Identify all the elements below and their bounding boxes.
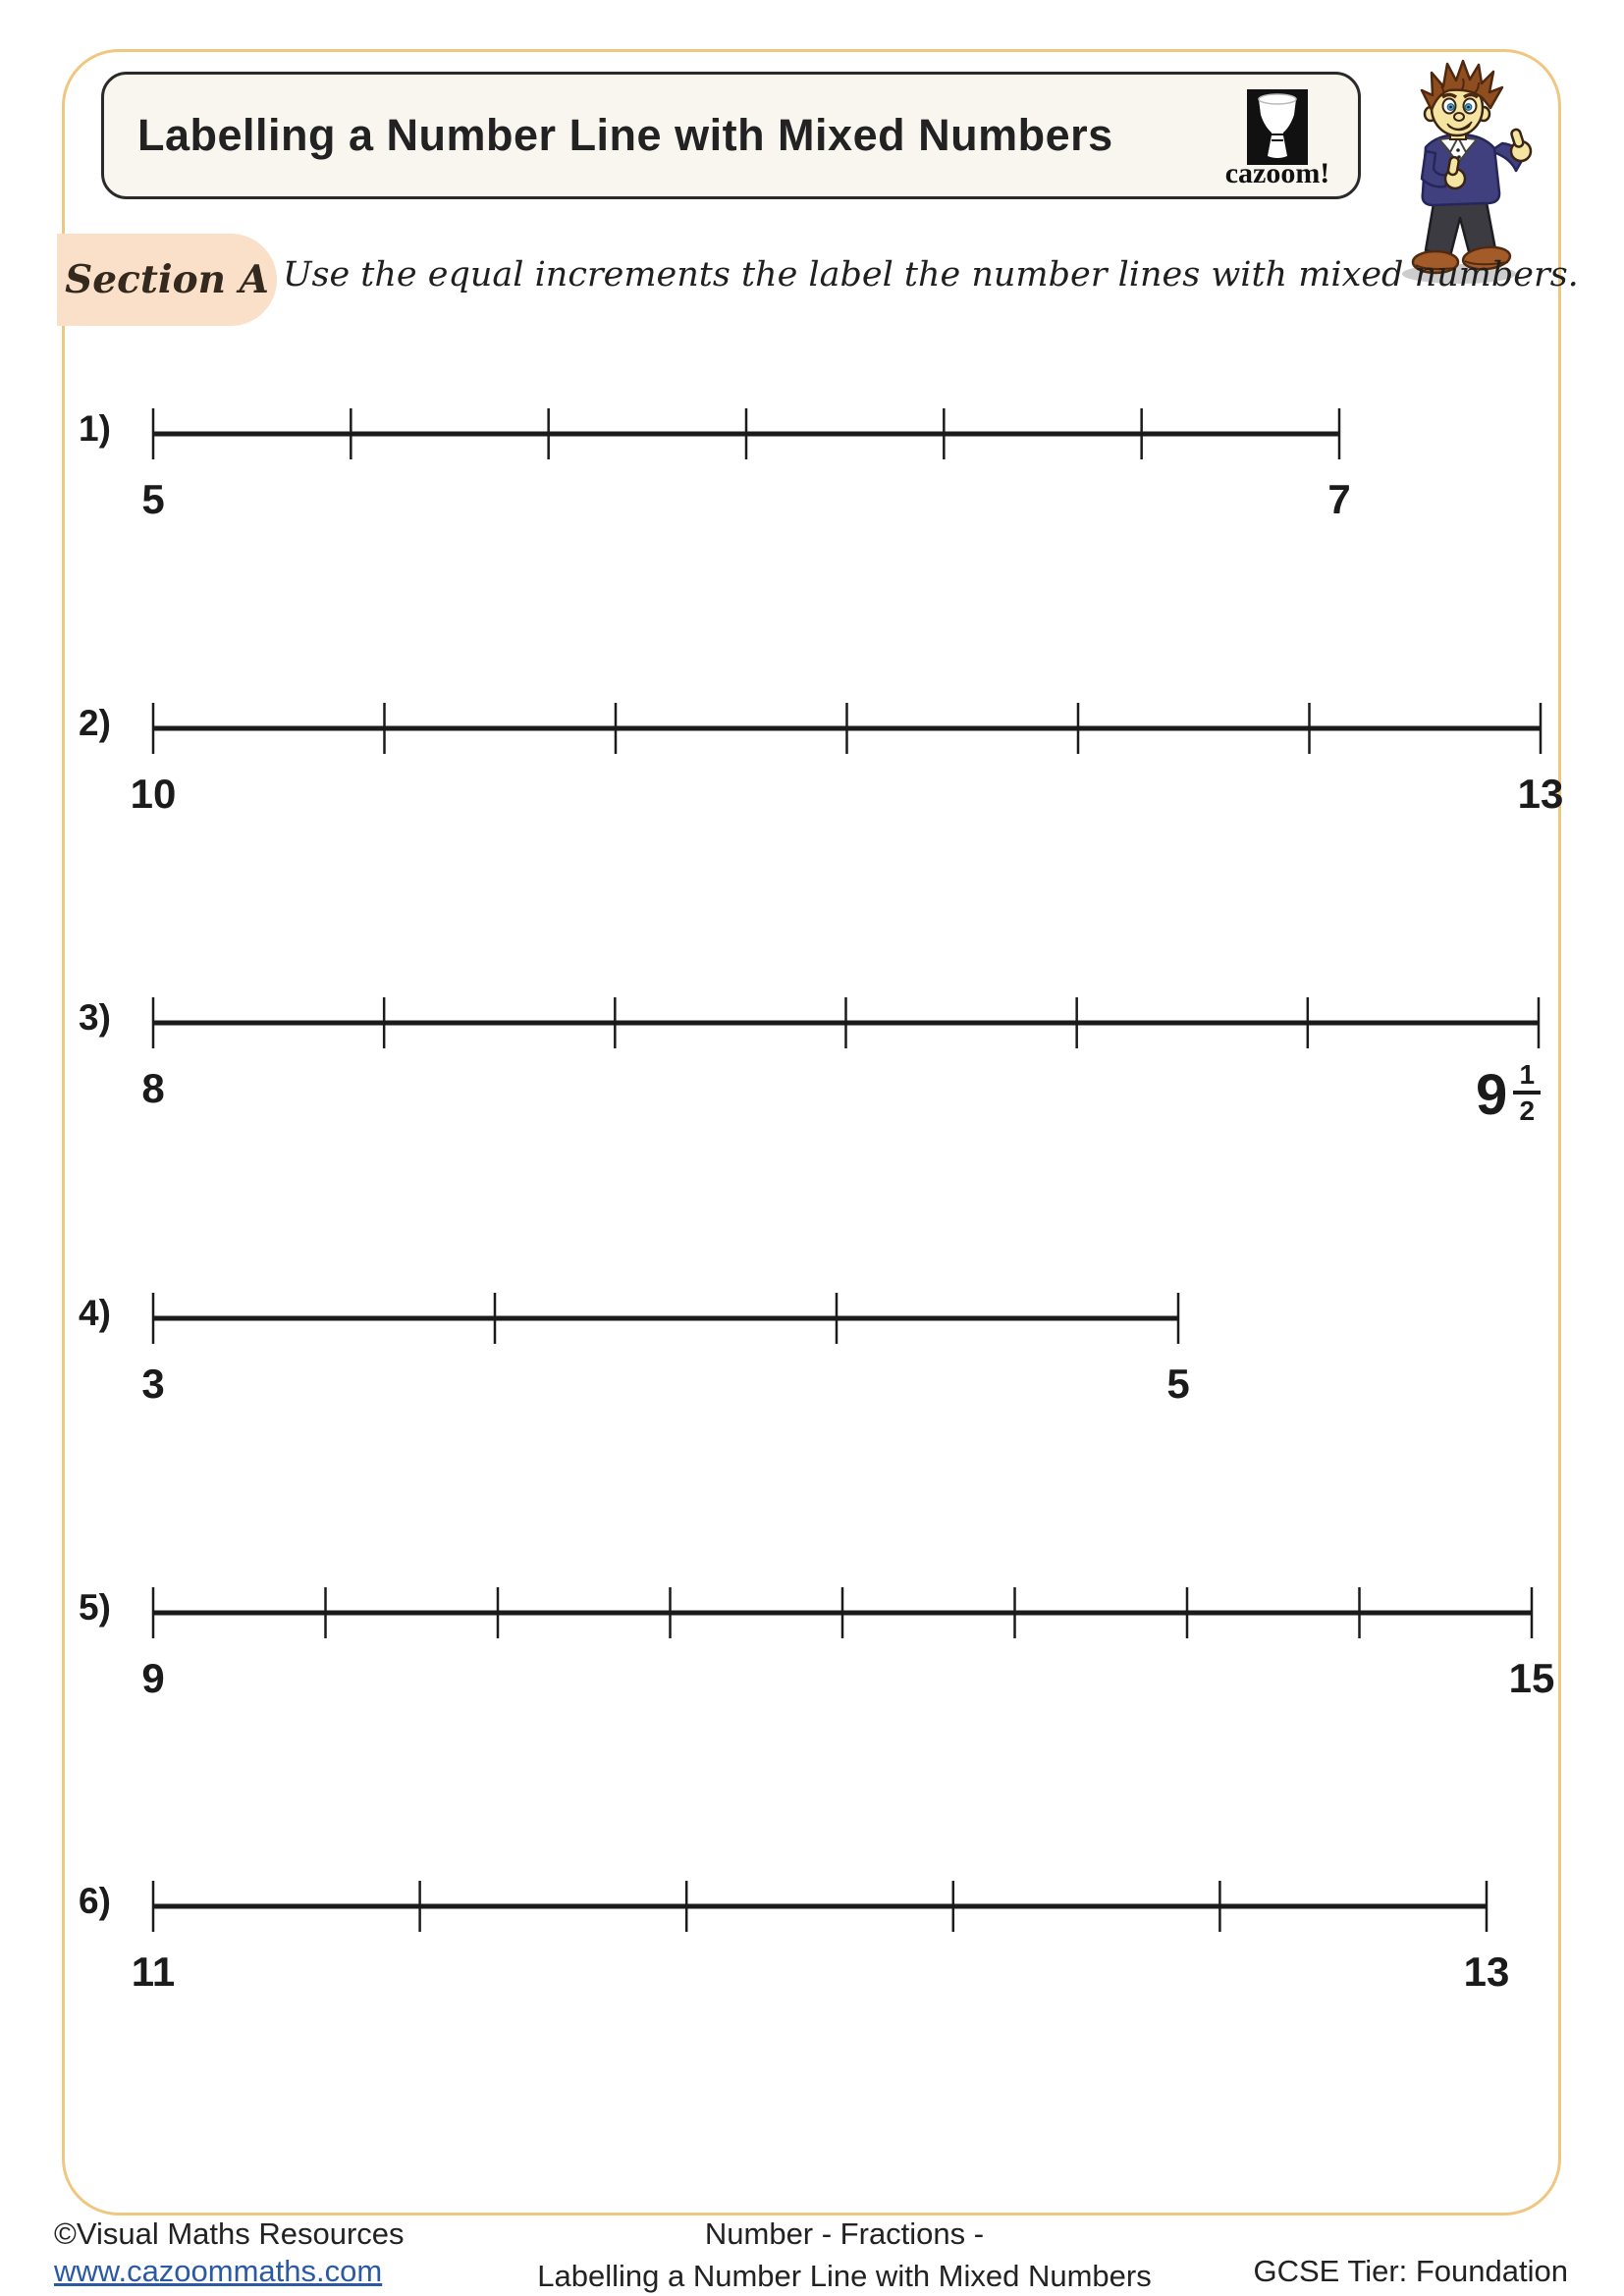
- question-number-6: 6): [79, 1881, 111, 1921]
- mascot-boy-illustration: [1380, 57, 1542, 287]
- question-number-5: 5): [79, 1587, 111, 1628]
- number-line-1: [150, 402, 1342, 465]
- end-value-label-4: 5: [1166, 1361, 1190, 1407]
- section-instruction: Use the equal increments the label the number lines with mixed numbers.: [283, 255, 1579, 294]
- number-line-4: [150, 1287, 1181, 1350]
- start-value-label-5: 9: [141, 1655, 165, 1701]
- footer-website-link[interactable]: www.cazoommaths.com: [54, 2254, 383, 2288]
- section-a-label: Section A: [65, 257, 269, 302]
- number-line-2: [150, 697, 1543, 760]
- section-a-pill: [57, 234, 277, 326]
- question-number-3: 3): [79, 997, 111, 1038]
- cazoom-logo-text: cazoom!: [1224, 157, 1330, 189]
- question-number-2: 2): [79, 703, 111, 743]
- footer-tier: GCSE Tier: Foundation: [1253, 2254, 1568, 2288]
- end-value-label-5: 15: [1508, 1655, 1555, 1701]
- end-value-label-6: 13: [1463, 1949, 1510, 1995]
- question-number-4: 4): [79, 1293, 111, 1333]
- end-value-label-2: 13: [1517, 771, 1564, 817]
- number-line-5: [150, 1581, 1535, 1644]
- start-value-label-4: 3: [141, 1361, 165, 1407]
- footer-website-wrap: [54, 2254, 382, 2289]
- start-value-label-2: 10: [130, 771, 177, 817]
- page-title: Labelling a Number Line with Mixed Numbers: [137, 110, 1113, 160]
- cazoom-logo: [1247, 89, 1308, 165]
- footer-topic: [520, 2216, 1168, 2294]
- number-line-6: [150, 1875, 1489, 1938]
- footer-topic-line1: Number - Fractions -: [704, 2216, 985, 2251]
- footer-copyright: ©Visual Maths Resources: [54, 2216, 405, 2251]
- end-value-mixed-number-3: 9 $\frac{1}{2}$: [1476, 1066, 1541, 1126]
- question-number-1: 1): [79, 408, 111, 449]
- footer-topic-line2: Labelling a Number Line with Mixed Numbers: [537, 2259, 1152, 2293]
- end-value-label-1: 7: [1327, 476, 1351, 522]
- worksheet-title-box: [101, 72, 1361, 199]
- djembe-drum-icon: [1247, 89, 1308, 165]
- start-value-label-6: 11: [131, 1949, 176, 1995]
- start-value-label-3: 8: [141, 1065, 165, 1111]
- number-line-3: [150, 991, 1542, 1054]
- start-value-label-1: 5: [141, 476, 165, 522]
